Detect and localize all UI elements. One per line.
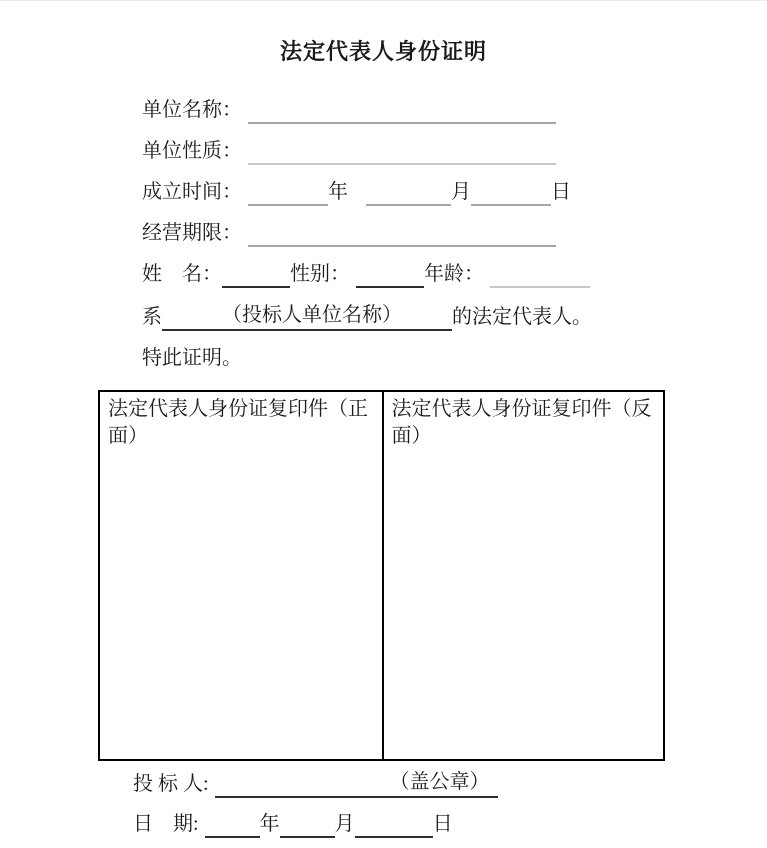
form-fields [142,97,767,372]
statement-blank-right[interactable] [402,305,452,331]
hereby-certify-text: 特此证明。 [142,347,242,369]
person-age-blank[interactable] [490,262,590,288]
bidder-unit-placeholder: （投标人单位名称） [222,302,402,331]
established-day-unit: 日 [551,181,571,203]
id-back-label: 法定代表人身份证复印件（反面） [391,398,652,447]
established-year-unit: 年 [328,181,348,203]
bidder-label: 投 标 人: [133,773,209,795]
business-term-label: 经营期限： [142,222,242,244]
statement-suffix: 的法定代表人。 [452,306,592,328]
person-age-label: 年龄： [424,263,484,285]
person-name-label: 姓 名： [142,263,222,285]
person-info-row [142,261,767,288]
hereby-certify-row [142,345,767,372]
business-term-blank[interactable] [248,221,556,247]
established-label: 成立时间： [142,181,242,203]
unit-nature-blank[interactable] [248,139,556,165]
date-day-unit: 日 [432,813,453,835]
signature-area [133,769,767,838]
established-day-blank[interactable] [471,180,551,206]
id-front-cell[interactable] [100,392,382,759]
unit-name-row [142,97,767,124]
date-year-unit: 年 [259,813,280,835]
date-month-blank[interactable] [280,812,335,838]
established-month-blank[interactable] [366,180,451,206]
seal-note: （盖公章） [390,769,490,798]
unit-name-label: 单位名称： [142,99,242,121]
person-name-blank[interactable] [222,262,290,288]
date-label: 日 期: [133,813,199,835]
unit-nature-label: 单位性质： [142,140,242,162]
id-front-label: 法定代表人身份证复印件（正面） [108,398,368,447]
statement-blank-left[interactable] [162,305,222,331]
id-back-cell[interactable] [382,392,664,759]
date-month-unit: 月 [334,813,355,835]
statement-prefix: 系 [142,306,162,328]
person-gender-blank[interactable] [356,262,424,288]
date-row [133,811,767,838]
document-title: 法定代表人身份证明 [279,39,487,64]
established-month-unit: 月 [451,181,471,203]
established-date-row [142,179,767,206]
date-day-blank[interactable] [355,812,433,838]
bidder-name-blank[interactable] [215,772,390,798]
id-copy-box [98,390,665,761]
unit-nature-row [142,138,767,165]
date-year-blank[interactable] [205,812,260,838]
bidder-signature-row [133,769,767,798]
unit-name-blank[interactable] [248,98,556,124]
person-gender-label: 性别： [290,263,350,285]
established-year-blank[interactable] [248,180,328,206]
business-term-row [142,220,767,247]
representative-statement-row [142,302,767,331]
seal-blank-tail [490,772,498,798]
